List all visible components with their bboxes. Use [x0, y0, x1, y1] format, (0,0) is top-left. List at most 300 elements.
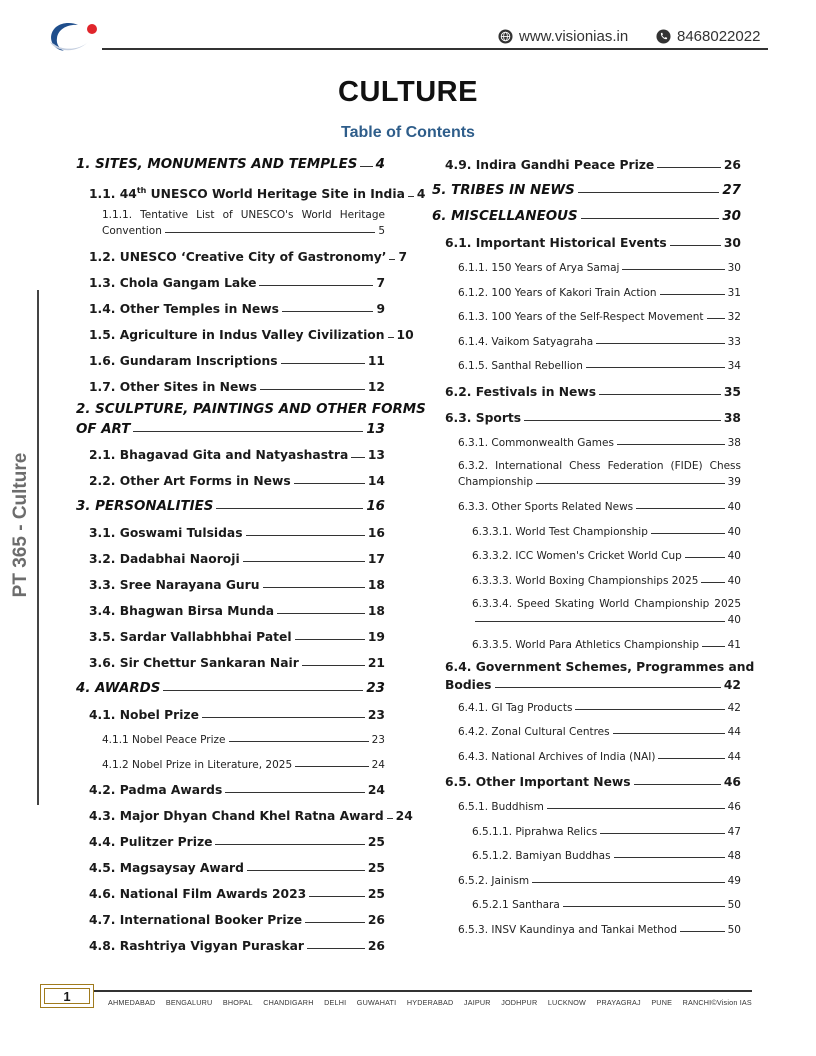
toc-page-number: 5: [378, 225, 385, 237]
toc-entry-title: 6.5.1.1. Piprahwa Relics: [472, 825, 598, 838]
city-name: JODHPUR: [501, 998, 538, 1007]
dot-leader: [596, 343, 724, 344]
toc-entry[interactable]: [432, 769, 741, 795]
toc-entry-title: 6.3.3. Other Sports Related News: [458, 501, 634, 513]
dot-leader: [351, 457, 365, 458]
toc-entry-row: [458, 720, 741, 745]
toc-entry-row: [102, 728, 385, 753]
dot-leader: [563, 906, 725, 907]
toc-entry-row: [89, 270, 385, 296]
toc-entry[interactable]: [432, 405, 741, 431]
toc-entry-title: 4.1. Nobel Prize: [89, 708, 199, 722]
toc-page-number: 7: [398, 250, 408, 264]
toc-entry-title: 6.5.2.1 Santhara: [472, 899, 560, 911]
toc-entry[interactable]: [432, 281, 741, 306]
toc-entry[interactable]: [76, 829, 385, 855]
city-name: GUWAHATI: [356, 998, 397, 1007]
dot-leader: [636, 508, 724, 509]
dot-leader: [295, 766, 369, 767]
toc-page-number: 32: [727, 311, 741, 323]
toc-entry-row: [89, 296, 385, 322]
dot-leader: [307, 948, 365, 949]
toc-entry-title: 6.1.4. Vaikom Satyagraha: [458, 335, 594, 348]
toc-page-number: 16: [367, 526, 385, 540]
toc-entry[interactable]: [432, 431, 741, 456]
toc-entry-row: [458, 918, 741, 943]
dot-leader: [547, 808, 725, 809]
dot-leader: [259, 285, 373, 286]
toc-entry-row: [89, 933, 385, 959]
toc-page-number: 41: [727, 639, 741, 651]
toc-entry-title: 6.1. Important Historical Events: [445, 236, 667, 250]
globe-icon: [498, 29, 513, 44]
toc-entry[interactable]: [432, 844, 741, 869]
toc-entry-title: 1.3. Chola Gangam Lake: [89, 276, 257, 290]
toc-entry[interactable]: [76, 296, 385, 322]
toc-entry-row: [458, 431, 741, 456]
toc-entry[interactable]: [432, 305, 741, 330]
dot-leader: [216, 508, 363, 509]
toc-page-number: 34: [727, 360, 741, 372]
dot-leader: [614, 857, 725, 858]
toc-entry-row: [89, 374, 385, 400]
toc-entry[interactable]: [432, 918, 741, 943]
toc-entry[interactable]: [76, 881, 385, 907]
city-list: [108, 998, 752, 1007]
toc-entry-row: [472, 569, 741, 594]
toc-entry-row: [89, 348, 385, 374]
toc-entry-row: [458, 869, 741, 894]
toc-entry[interactable]: [76, 468, 385, 494]
toc-page-number: 48: [727, 850, 741, 862]
dot-leader: [599, 394, 721, 395]
toc-entry-row: [458, 745, 741, 770]
dot-leader: [215, 844, 364, 845]
toc-entry-row: [472, 612, 741, 628]
toc-page-number: 27: [722, 183, 741, 198]
dot-leader: [586, 367, 725, 368]
toc-entry-title: 4.1.2 Nobel Prize in Literature, 2025: [102, 758, 293, 771]
dot-leader: [202, 717, 365, 718]
toc-page-number: 46: [727, 801, 741, 813]
toc-entry-title: 4.6. National Film Awards 2023: [89, 887, 307, 901]
toc-entry-title: [89, 178, 405, 207]
toc-entry-title: 2.2. Other Art Forms in News: [89, 474, 291, 488]
dot-leader: [680, 931, 725, 932]
toc-entry-title: 3.1. Goswami Tulsidas: [89, 526, 243, 540]
toc-entry-title: 6.3.3.3. World Boxing Championships 2025: [472, 574, 699, 587]
toc-entry-title: 6.2. Festivals in News: [445, 384, 597, 399]
toc-page-number: 16: [366, 499, 385, 514]
toc-entry-row: [76, 494, 385, 520]
toc-entry-row: [89, 907, 385, 933]
toc-entry[interactable]: [76, 494, 385, 520]
dot-leader: [260, 389, 365, 390]
toc-entry-row: [89, 546, 385, 572]
toc-entry-row: [445, 769, 741, 795]
toc-entry[interactable]: [76, 855, 385, 881]
toc-entry-title: 6.3.3.1. World Test Championship: [472, 525, 648, 538]
dot-leader: [360, 166, 372, 167]
toc-entry-row: [472, 893, 741, 918]
toc-entry-row: [89, 803, 413, 829]
toc-entry[interactable]: [76, 676, 385, 702]
toc-page-number: 44: [727, 750, 741, 763]
page-number: 1: [40, 984, 94, 1008]
toc-entry-title-line-1: 6.3.3.4. Speed Skating World Championship 2025: [472, 598, 741, 610]
toc-entry-row: [472, 520, 741, 545]
toc-entry-title: 3.3. Sree Narayana Guru: [89, 578, 260, 592]
toc-page-number: 23: [366, 681, 385, 696]
toc-entry[interactable]: [432, 230, 741, 256]
toc-page-number: 40: [727, 574, 741, 587]
dot-leader: [281, 363, 365, 364]
toc-entry-row: [458, 281, 741, 306]
toc-entry-title: 6.3.1. Commonwealth Games: [458, 436, 614, 449]
toc-page-number: 33: [727, 335, 741, 348]
toc-entry[interactable]: [432, 379, 741, 405]
toc-page-number: 30: [722, 209, 741, 224]
toc-entry-row: [89, 624, 385, 650]
side-banner: PT 365 - Culture: [10, 452, 31, 598]
dot-leader: [532, 882, 725, 883]
dot-leader: [163, 690, 363, 691]
toc-entry[interactable]: [76, 442, 385, 468]
toc-page-number: 14: [367, 474, 385, 488]
toc-entry-row: [89, 881, 385, 907]
toc-entry[interactable]: [432, 544, 741, 569]
website-contact[interactable]: [498, 25, 628, 47]
toc-entry[interactable]: [432, 354, 741, 379]
toc-entry-row: [89, 598, 385, 624]
dot-leader: [225, 792, 365, 793]
toc-page-number: 9: [376, 302, 385, 316]
toc-entry-row: [89, 829, 385, 855]
toc-entry-title-line-1: 6.3.2. International Chess Federation (FIDE) Chess: [458, 460, 741, 472]
dot-leader: [475, 621, 725, 622]
toc-page-number: 40: [727, 525, 741, 538]
toc-entry[interactable]: [76, 728, 385, 753]
toc-entry-title: 4.5. Magsaysay Award: [89, 861, 244, 875]
toc-entry-title: 5. TRIBES IN NEWS: [432, 183, 575, 198]
toc-entry-title: Bodies: [445, 677, 492, 692]
toc-entry[interactable]: [432, 520, 741, 545]
toc-page-number: 26: [367, 939, 385, 953]
toc-heading: Table of Contents: [341, 124, 475, 141]
toc-page-number: 30: [727, 262, 741, 274]
toc-entry[interactable]: [76, 520, 385, 546]
copyright: ©Vision IAS: [711, 998, 752, 1007]
dot-leader: [657, 167, 721, 168]
city-name: AHMEDABAD: [108, 998, 156, 1007]
toc-entry-title: 3.4. Bhagwan Birsa Munda: [89, 604, 275, 618]
toc-entry[interactable]: [432, 256, 741, 281]
toc-entry[interactable]: [76, 270, 385, 296]
dot-leader: [524, 420, 721, 421]
toc-entry-row: [89, 777, 385, 803]
dot-leader: [600, 833, 724, 834]
toc-entry-row: [89, 244, 408, 270]
toc-entry[interactable]: [76, 374, 385, 400]
toc-entry-title: 6.1.1. 150 Years of Arya Samaj: [458, 262, 620, 274]
toc-entry-row: [432, 178, 741, 204]
toc-entry-title-part: 1.1. 44: [89, 187, 137, 202]
toc-entry[interactable]: [76, 907, 385, 933]
toc-entry-title: 6.4.1. GI Tag Products: [458, 701, 573, 714]
dot-leader: [536, 483, 725, 484]
toc-entry[interactable]: [76, 933, 385, 959]
toc-entry-title: 1.2. UNESCO ‘Creative City of Gastronomy’: [89, 250, 387, 264]
dot-leader: [133, 431, 363, 432]
city-name: PUNE: [651, 998, 673, 1007]
toc-page-number: 46: [723, 775, 741, 789]
dot-leader: [282, 311, 374, 312]
toc-entry[interactable]: [432, 593, 741, 633]
toc-entry-title-part: UNESCO World Heritage Site in India: [146, 187, 405, 202]
toc-entry-title: 1. SITES, MONUMENTS AND TEMPLES: [76, 157, 358, 172]
dot-leader: [622, 269, 724, 270]
toc-entry-title: Championship: [458, 476, 534, 488]
toc-page-number: 4: [375, 157, 385, 172]
toc-entry-row: [89, 572, 385, 598]
toc-entry[interactable]: [76, 572, 385, 598]
dot-leader: [578, 192, 720, 193]
vision-ias-logo[interactable]: [46, 20, 102, 56]
toc-entry[interactable]: [76, 204, 385, 244]
side-rule: [37, 290, 39, 805]
toc-entry-row: [458, 696, 741, 721]
toc-entry-row: [458, 305, 741, 330]
toc-entry-title: 3.6. Sir Chettur Sankaran Nair: [89, 656, 299, 670]
city-name: DELHI: [324, 998, 347, 1007]
toc-entry[interactable]: [432, 720, 741, 745]
toc-page-number: 50: [727, 899, 741, 911]
toc-page-number: 31: [727, 286, 741, 299]
toc-entry-row: [472, 820, 741, 845]
toc-page-number: 13: [367, 448, 385, 462]
toc-right-column: [432, 152, 755, 942]
toc-entry[interactable]: [76, 348, 385, 374]
toc-entry-title: 3. PERSONALITIES: [76, 499, 214, 514]
toc-page-number: 40: [727, 614, 741, 626]
toc-entry-title: 1.6. Gundaram Inscriptions: [89, 354, 278, 368]
city-name: HYDERABAD: [406, 998, 454, 1007]
toc-page-number: 23: [367, 708, 385, 722]
toc-entry-row: [445, 152, 741, 178]
toc-page-number: 11: [367, 354, 385, 368]
toc-entry[interactable]: [432, 152, 741, 178]
dot-leader: [660, 294, 725, 295]
dot-leader: [294, 483, 365, 484]
toc-entry-row: [89, 520, 385, 546]
dot-leader: [702, 646, 725, 647]
toc-entry-row: [89, 702, 385, 728]
dot-leader: [658, 758, 724, 759]
toc-entry-row: [445, 230, 741, 256]
toc-entry-row: [472, 544, 741, 569]
toc-page-number: 21: [367, 656, 385, 670]
toc-entry-title: 3.2. Dadabhai Naoroji: [89, 552, 240, 566]
toc-entry-title: 3.5. Sardar Vallabhbhai Patel: [89, 630, 292, 644]
dot-leader: [165, 232, 375, 233]
toc-page-number: 40: [727, 501, 741, 513]
city-name: PRAYAGRAJ: [596, 998, 641, 1007]
toc-entry-title: 6. MISCELLANEOUS: [432, 209, 578, 224]
dot-leader: [685, 557, 725, 558]
toc-page-number: 17: [367, 552, 385, 566]
website-url: www.visionias.in: [519, 27, 629, 45]
toc-entry-title: 4.8. Rashtriya Vigyan Puraskar: [89, 939, 304, 953]
toc-page-number: 42: [727, 701, 741, 714]
dot-leader: [263, 587, 365, 588]
city-name: LUCKNOW: [547, 998, 586, 1007]
toc-entry-title: 6.1.2. 100 Years of Kakori Train Action: [458, 286, 657, 299]
page-title: CULTURE: [338, 76, 478, 108]
toc-entry[interactable]: [432, 178, 741, 204]
toc-entry-title: 4.9. Indira Gandhi Peace Prize: [445, 158, 655, 172]
toc-entry-title: 4.4. Pulitzer Prize: [89, 835, 213, 849]
dot-leader: [707, 318, 725, 319]
toc-entry-row: [89, 468, 385, 494]
toc-entry[interactable]: [432, 658, 755, 696]
dot-leader: [247, 870, 365, 871]
toc-entry[interactable]: [76, 624, 385, 650]
toc-entry[interactable]: [76, 244, 408, 270]
toc-entry-row: [102, 223, 385, 239]
toc-page-number: 47: [727, 825, 741, 838]
dot-leader: [243, 561, 365, 562]
toc-page-number: 7: [376, 276, 385, 290]
toc-entry-title: 4. AWARDS: [76, 681, 161, 696]
toc-entry-title: 4.7. International Booker Prize: [89, 913, 303, 927]
toc-entry[interactable]: [432, 795, 741, 820]
toc-entry[interactable]: [76, 803, 413, 829]
toc-entry[interactable]: [76, 777, 385, 803]
toc-page-number: 35: [723, 384, 741, 399]
toc-entry-row: [458, 474, 741, 490]
toc-page-number: 19: [367, 630, 385, 644]
toc-entry-title: 6.5.1.2. Bamiyan Buddhas: [472, 850, 611, 862]
toc-entry[interactable]: [76, 178, 426, 204]
toc-entry[interactable]: [76, 322, 414, 348]
toc-entry-title: 2.1. Bhagavad Gita and Natyashastra: [89, 448, 349, 462]
toc-page-number: 12: [367, 380, 385, 394]
toc-entry-title: 4.1.1 Nobel Peace Prize: [102, 734, 226, 746]
toc-entry[interactable]: [432, 696, 741, 721]
toc-entry[interactable]: [432, 204, 741, 230]
toc-entry-title: 6.1.5. Santhal Rebellion: [458, 360, 583, 372]
toc-entry[interactable]: [432, 495, 741, 520]
header-rule: [102, 48, 768, 50]
dot-leader: [302, 665, 365, 666]
toc-entry-row: [89, 442, 385, 468]
dot-leader: [295, 639, 365, 640]
dot-leader: [388, 337, 394, 338]
toc-entry[interactable]: [76, 598, 385, 624]
toc-entry[interactable]: [432, 330, 741, 355]
toc-page-number: 26: [723, 158, 741, 172]
toc-entry-title: 1.7. Other Sites in News: [89, 380, 257, 394]
toc-entry-title: 6.5. Other Important News: [445, 775, 631, 789]
toc-entry[interactable]: [432, 455, 741, 495]
toc-entry[interactable]: [76, 650, 385, 676]
toc-entry[interactable]: [432, 893, 741, 918]
phone-contact[interactable]: [656, 25, 760, 47]
toc-entry-title-line-1: 6.4. Government Schemes, Programmes and: [445, 659, 755, 674]
dot-leader: [277, 613, 365, 614]
toc-page-number: 50: [727, 923, 741, 936]
toc-entry-row: [445, 379, 741, 405]
toc-entry-row: [89, 322, 414, 348]
toc-entry[interactable]: [76, 400, 426, 442]
toc-entry-title: 4.3. Major Dhyan Chand Khel Ratna Award: [89, 809, 384, 823]
toc-page-number: 26: [367, 913, 385, 927]
city-name: CHANDIGARH: [263, 998, 314, 1007]
toc-entry-title: 6.4.3. National Archives of India (NAI): [458, 750, 656, 763]
toc-entry-title: 4.2. Padma Awards: [89, 783, 223, 797]
toc-entry-title-line-1: 2. SCULPTURE, PAINTINGS AND OTHER FORMS: [76, 402, 426, 417]
toc-page-number: 38: [727, 436, 741, 449]
toc-entry[interactable]: [76, 702, 385, 728]
toc-page-number: 38: [723, 410, 741, 425]
toc-entry-title: 6.3. Sports: [445, 410, 522, 425]
toc-page-number: 25: [367, 835, 385, 849]
toc-entry[interactable]: [432, 633, 741, 658]
toc-page-number: 4: [416, 187, 426, 202]
toc-left-column: [76, 152, 426, 959]
toc-entry[interactable]: [76, 152, 385, 178]
dot-leader: [701, 582, 724, 583]
toc-entry-row: [445, 405, 741, 431]
dot-leader: [617, 444, 725, 445]
dot-leader: [309, 896, 365, 897]
toc-entry-title: 6.1.3. 100 Years of the Self-Respect Movement: [458, 311, 704, 323]
toc-page-number: 42: [723, 677, 741, 692]
toc-entry-title: 6.5.1. Buddhism: [458, 801, 544, 813]
toc-page-number: 18: [367, 578, 385, 592]
toc-entry[interactable]: [432, 869, 741, 894]
toc-entry-row: [458, 256, 741, 281]
toc-entry-row: [458, 495, 741, 520]
toc-entry-row: [76, 152, 385, 178]
toc-entry[interactable]: [432, 745, 741, 770]
phone-number: 8468022022: [677, 27, 761, 45]
toc-entry-title-line-1: 1.1.1. Tentative List of UNESCO's World Heritage: [102, 209, 385, 221]
toc-entry-row: [445, 676, 741, 694]
toc-entry[interactable]: [76, 546, 385, 572]
dot-leader: [408, 196, 414, 197]
toc-entry-row: [89, 650, 385, 676]
toc-entry-row: [432, 204, 741, 230]
dot-leader: [387, 818, 393, 819]
city-name: BENGALURU: [165, 998, 213, 1007]
toc-entry-title: 1.5. Agriculture in Indus Valley Civilization: [89, 328, 385, 342]
toc-entry[interactable]: [76, 753, 385, 778]
dot-leader: [613, 733, 725, 734]
city-name-with-copyright: [683, 998, 752, 1007]
city-name: JAIPUR: [463, 998, 491, 1007]
toc-entry-title: 6.5.2. Jainism: [458, 874, 530, 887]
toc-page-number: 40: [727, 550, 741, 562]
toc-entry-row: [89, 855, 385, 881]
toc-entry[interactable]: [432, 820, 741, 845]
toc-entry[interactable]: [432, 569, 741, 594]
toc-entry-row: [458, 795, 741, 820]
dot-leader: [634, 784, 721, 785]
toc-entry-title: 6.3.3.5. World Para Athletics Championship: [472, 639, 700, 651]
toc-page-number: 24: [367, 783, 385, 797]
city-name: BHOPAL: [222, 998, 253, 1007]
